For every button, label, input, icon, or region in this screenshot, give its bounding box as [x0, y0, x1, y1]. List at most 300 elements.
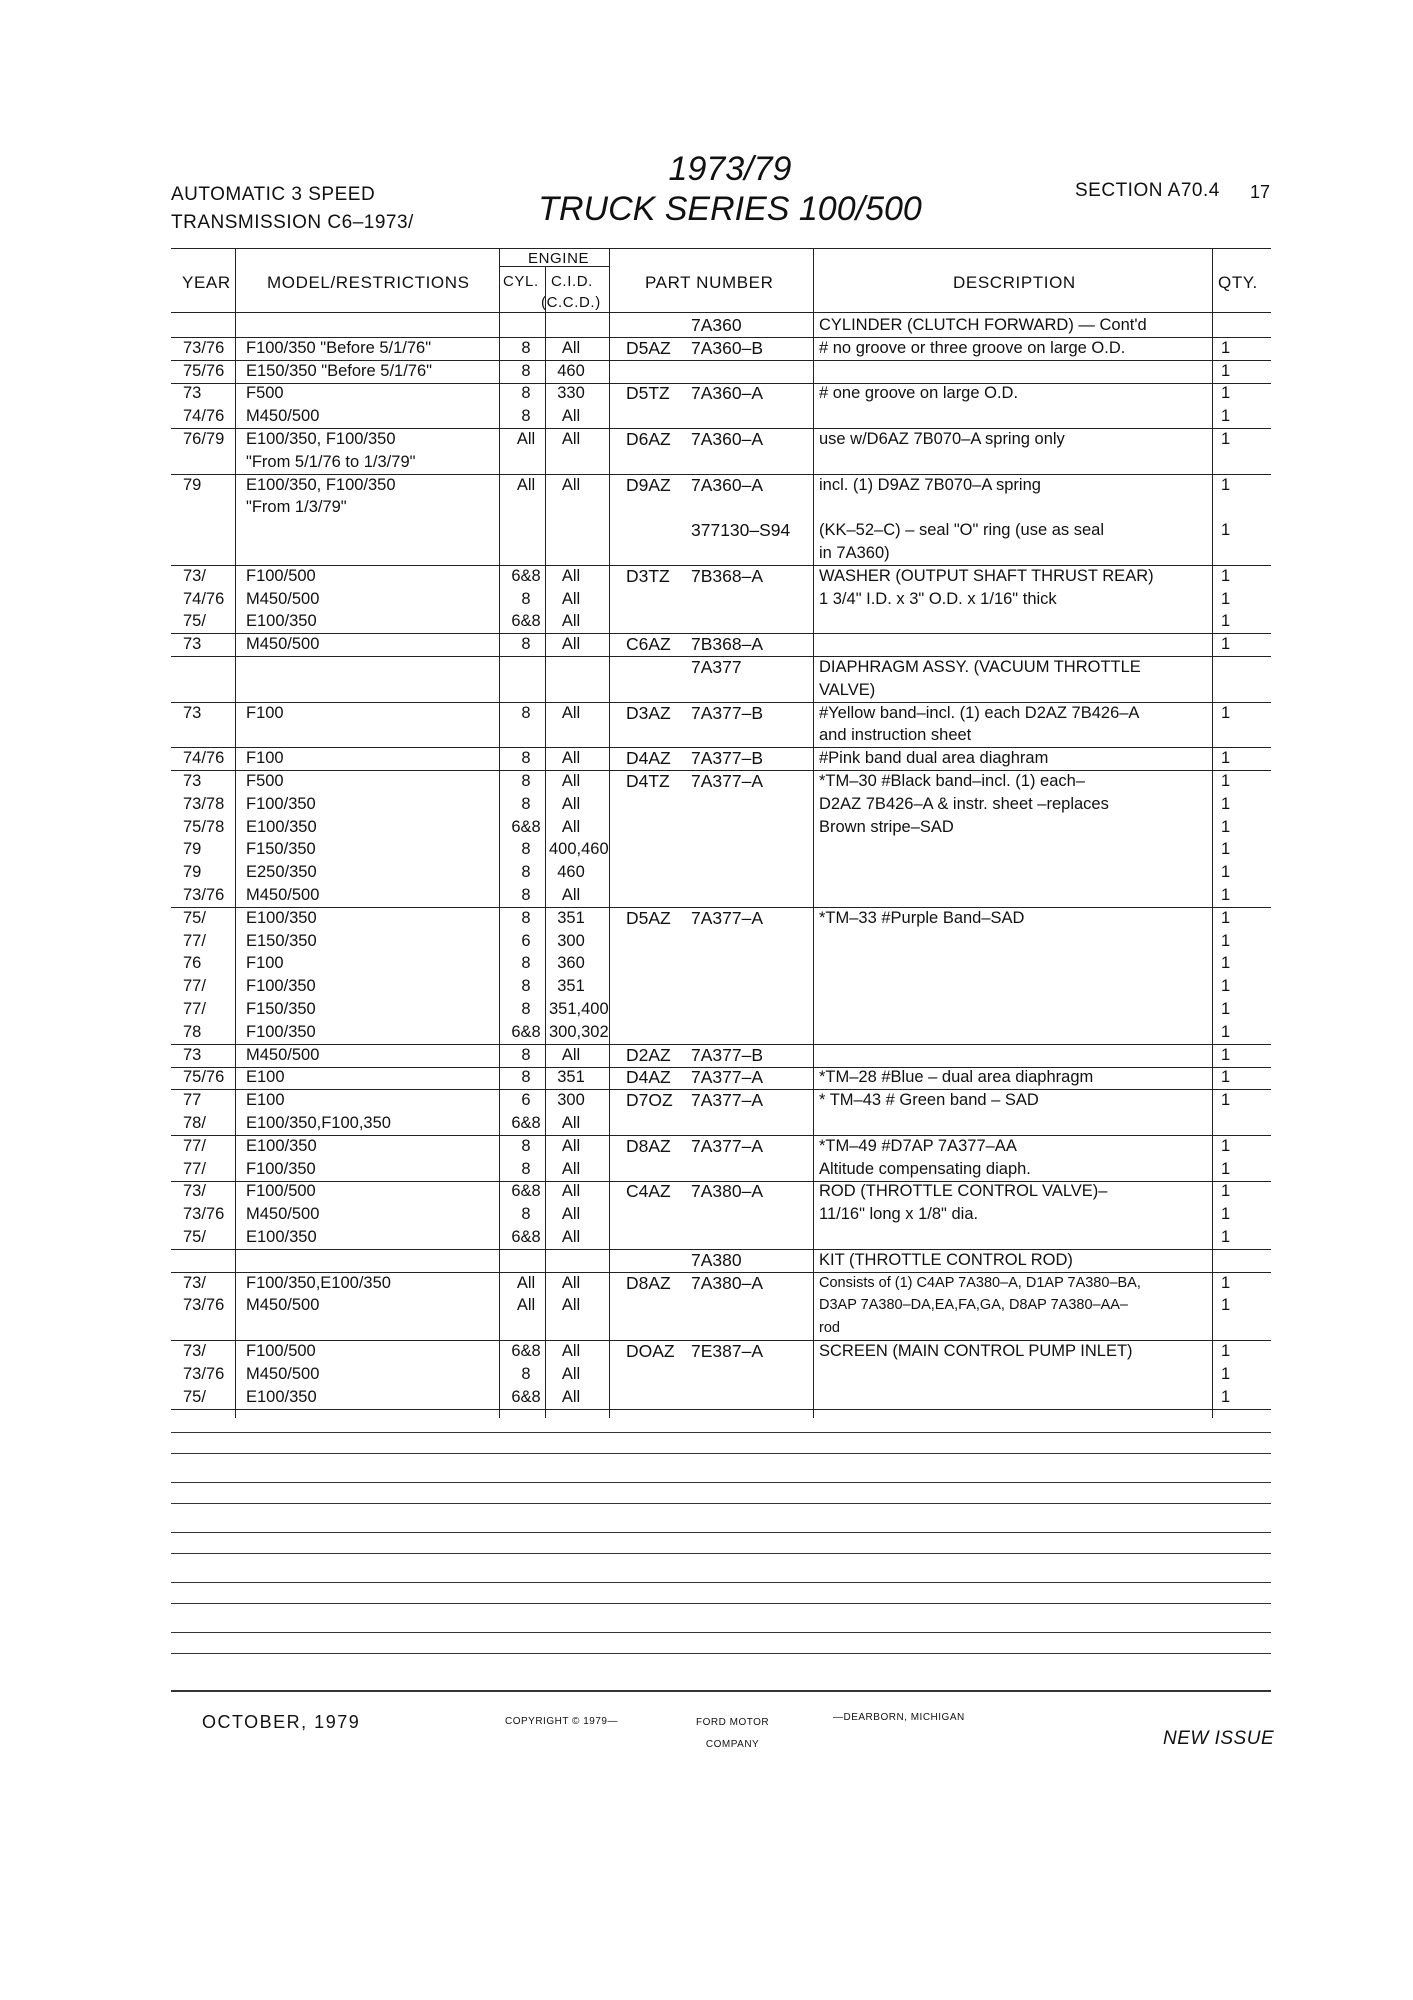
cell-qty: 1 [1221, 908, 1231, 927]
cell-year: 77/ [183, 1136, 206, 1155]
footer-date: OCTOBER, 1979 [202, 1712, 361, 1732]
cell-qty: 1 [1221, 931, 1231, 950]
blank-line [171, 1632, 1271, 1633]
cell-qty: 1 [1221, 1045, 1231, 1064]
cell-cid: All [561, 1205, 581, 1224]
table-row [171, 702, 1271, 725]
cell-year: 73 [183, 1045, 202, 1064]
cell-year: 73/76 [183, 886, 225, 904]
table-row [171, 405, 1271, 429]
cell-part-base: 7A377–A [691, 771, 764, 791]
cell-cid: 330 [557, 384, 585, 403]
cell-model: E100/350 [246, 612, 317, 631]
cell-cid: 351 [557, 908, 585, 927]
cell-model: M450/500 [246, 1045, 320, 1064]
footer-rule [171, 1690, 1271, 1692]
col-cyl: CYL. [503, 273, 539, 290]
cell-year: 73 [183, 635, 202, 654]
cell-year: 74/76 [183, 749, 225, 768]
cell-part-base: 377130–S94 [691, 520, 791, 541]
cell-qty: 1 [1221, 1228, 1231, 1246]
blank-line [171, 1532, 1271, 1533]
cell-part-base: 7A377–B [691, 702, 764, 723]
cell-model: E100/350, F100/350 [246, 430, 396, 448]
cell-description: rod [819, 1320, 840, 1337]
cell-model: F100/500 [246, 1342, 316, 1360]
table-row [171, 1203, 1271, 1226]
cell-cid: 360 [557, 954, 585, 973]
table-row [171, 952, 1271, 975]
cell-year: 77/ [183, 931, 206, 950]
cell-model: F150/350 [246, 840, 316, 859]
cell-cid: All [561, 407, 581, 426]
cell-qty: 1 [1221, 1000, 1231, 1018]
cell-year: 77/ [183, 1159, 206, 1178]
table-row [171, 1226, 1271, 1250]
cell-cyl: 8 [521, 977, 531, 996]
col-model: MODEL/RESTRICTIONS [267, 273, 470, 292]
table-row [171, 724, 1271, 748]
cell-year: 79 [183, 840, 202, 859]
cell-cyl: 8 [521, 749, 531, 768]
table-row [171, 838, 1271, 861]
cell-cid: All [561, 1342, 581, 1360]
cell-model: F100/350 [246, 1022, 316, 1041]
cell-part-base: 7A380 [691, 1249, 742, 1270]
cell-model: E100/350 [246, 908, 317, 927]
cell-year: 73/ [183, 1342, 206, 1360]
cell-description: SCREEN (MAIN CONTROL PUMP INLET) [819, 1342, 1133, 1360]
cell-description: VALVE) [819, 680, 876, 699]
cell-qty: 1 [1221, 407, 1231, 426]
cell-model: F500 [246, 384, 284, 403]
cell-part-base: 7E387–A [691, 1341, 764, 1361]
cell-year: 79 [183, 475, 202, 494]
cell-cyl: 8 [521, 1364, 531, 1383]
cell-qty: 1 [1221, 566, 1231, 585]
cell-cyl: 8 [521, 1159, 531, 1178]
header-left-line1: AUTOMATIC 3 SPEED [171, 184, 376, 205]
cell-qty: 1 [1221, 1296, 1231, 1315]
cell-cid: All [561, 1296, 581, 1315]
cell-cyl: 6&8 [511, 1228, 541, 1246]
table-row [171, 793, 1271, 816]
cell-part-base: 7A377–A [691, 1090, 764, 1111]
header-left [171, 181, 414, 237]
table-row [171, 1135, 1271, 1158]
table-row [171, 1044, 1271, 1068]
cell-model: E100/350 [246, 1136, 317, 1155]
cell-description: KIT (THROTTLE CONTROL ROD) [819, 1250, 1073, 1269]
col-part-number: PART NUMBER [645, 273, 774, 292]
table-row [171, 1158, 1271, 1182]
table-row [171, 542, 1271, 566]
cell-part-prefix: D4AZ [626, 748, 671, 769]
cell-model: M450/500 [246, 886, 320, 904]
cell-year: 77/ [183, 1000, 206, 1018]
cell-cid: All [561, 475, 581, 494]
cell-model: F100 [246, 703, 284, 722]
col-cid: C.I.D. [551, 273, 593, 290]
cell-model: E100/350 [246, 1228, 317, 1246]
cell-model: E150/350 [246, 931, 317, 950]
page-number: 17 [1250, 182, 1271, 202]
table-row [171, 907, 1271, 930]
cell-description: *TM–28 #Blue – dual area diaphragm [819, 1068, 1094, 1087]
blank-line [171, 1603, 1271, 1604]
cell-cid: All [561, 1136, 581, 1155]
cell-part-base: 7A377–B [691, 1044, 764, 1065]
cell-description: Altitude compensating diaph. [819, 1159, 1031, 1178]
cell-part-base: 7A360–B [691, 337, 764, 358]
cell-qty: 1 [1221, 1022, 1231, 1041]
cell-cyl: 8 [521, 772, 531, 790]
blank-line [171, 1503, 1271, 1504]
cell-year: 74/76 [183, 589, 225, 608]
table-row [171, 360, 1271, 384]
cell-cid: All [561, 1228, 581, 1246]
cell-model: "From 1/3/79" [246, 498, 347, 517]
cell-part-base: 7A377–A [691, 1135, 764, 1156]
cell-description: Consists of (1) C4AP 7A380–A, D1AP 7A380–BA, [819, 1274, 1141, 1291]
cell-cyl: 8 [521, 407, 531, 426]
cell-cyl: 6&8 [511, 1022, 541, 1041]
header-section: SECTION A70.4 [1075, 180, 1220, 201]
table-row [171, 1272, 1271, 1295]
cell-year: 77/ [183, 977, 206, 996]
blank-line [171, 1453, 1271, 1454]
cell-qty: 1 [1221, 384, 1231, 403]
col-engine: ENGINE [528, 250, 590, 267]
footer-copyright: COPYRIGHT © 1979— [505, 1716, 618, 1727]
cell-cyl: All [516, 430, 536, 448]
cell-part-base: 7A377–A [691, 907, 764, 928]
cell-year: 73 [183, 384, 202, 403]
cell-part-prefix: D8AZ [626, 1272, 671, 1293]
cell-cid: All [561, 612, 581, 631]
footer-company-line1: FORD MOTOR [696, 1717, 770, 1728]
header-left-line2: TRANSMISSION C6–1973/ [171, 212, 414, 233]
cell-year: 73/ [183, 1182, 206, 1201]
cell-cid: All [561, 1182, 581, 1201]
table-row [171, 770, 1271, 793]
cell-cid: All [561, 817, 581, 836]
cell-cyl: 6&8 [511, 1114, 541, 1132]
cell-qty: 1 [1221, 1182, 1231, 1201]
cell-qty: 1 [1221, 954, 1231, 973]
cell-description: D3AP 7A380–DA,EA,FA,GA, D8AP 7A380–AA– [819, 1297, 1128, 1314]
cell-description: *TM–49 #D7AP 7A377–AA [819, 1136, 1017, 1155]
cell-model: E100/350 [246, 817, 317, 836]
cell-qty: 1 [1221, 338, 1231, 357]
cell-cid: 400,460 [549, 840, 609, 859]
cell-qty: 1 [1221, 635, 1231, 654]
cell-cid: All [561, 1114, 581, 1132]
cell-description: D2AZ 7B426–A & instr. sheet –replaces [819, 794, 1109, 813]
cell-year: 73/ [183, 1273, 206, 1292]
cell-cyl: 6 [521, 1091, 531, 1110]
cell-model: F100/350 "Before 5/1/76" [246, 338, 432, 357]
cell-year: 73/76 [183, 1205, 225, 1224]
cell-model: E150/350 "Before 5/1/76" [246, 361, 433, 380]
table-row [171, 1249, 1271, 1273]
cell-part-base: 7A360–A [691, 429, 764, 449]
cell-cid: All [561, 1045, 581, 1064]
cell-qty: 1 [1221, 521, 1231, 540]
cell-model: M450/500 [246, 589, 320, 608]
cell-qty: 1 [1221, 1068, 1231, 1087]
cell-qty: 1 [1221, 840, 1231, 859]
cell-year: 73/76 [183, 1296, 225, 1315]
table-row [171, 656, 1271, 679]
cell-cid: 351 [557, 1068, 585, 1087]
cell-cyl: 8 [521, 908, 531, 927]
table-row [171, 474, 1271, 497]
table-row [171, 861, 1271, 884]
cell-year: 75/ [183, 612, 206, 631]
table-row [171, 565, 1271, 588]
cell-cid: All [561, 430, 581, 448]
table-row [171, 930, 1271, 953]
cell-cyl: 6 [521, 931, 531, 950]
cell-cyl: 8 [521, 954, 531, 973]
cell-part-prefix: DOAZ [626, 1341, 675, 1361]
header-title: TRUCK SERIES 100/500 [538, 190, 922, 228]
cell-cid: All [561, 886, 581, 904]
table-row [171, 1021, 1271, 1045]
cell-description: *TM–30 #Black band–incl. (1) each– [819, 772, 1085, 790]
cell-description: 11/16" long x 1/8" dia. [819, 1205, 979, 1224]
cell-description: # no groove or three groove on large O.D. [819, 338, 1126, 357]
cell-year: 75/76 [183, 361, 225, 380]
cell-cid: All [561, 635, 581, 654]
cell-cyl: 8 [521, 1000, 531, 1018]
cell-description: ROD (THROTTLE CONTROL VALVE)– [819, 1182, 1108, 1201]
cell-cid: 351 [557, 977, 585, 996]
cell-cyl: 8 [521, 886, 531, 904]
cell-year: 73 [183, 772, 202, 790]
cell-description: incl. (1) D9AZ 7B070–A spring [819, 475, 1041, 494]
cell-model: F100/350 [246, 794, 316, 813]
cell-cyl: 8 [521, 703, 531, 722]
cell-cyl: 6&8 [511, 612, 541, 631]
cell-part-prefix: C6AZ [626, 634, 671, 655]
table-row [171, 1363, 1271, 1386]
cell-part-base: 7A360 [691, 315, 742, 335]
cell-description: Brown stripe–SAD [819, 817, 954, 836]
cell-year: 78/ [183, 1114, 206, 1132]
table-row [171, 816, 1271, 839]
table-row [171, 519, 1271, 542]
cell-cyl: 8 [521, 361, 531, 380]
col-ccd: (C.C.D.) [541, 294, 601, 311]
cell-part-prefix: D8AZ [626, 1135, 671, 1156]
cell-description: CYLINDER (CLUTCH FORWARD) — Cont'd [819, 316, 1147, 334]
footer-company-line2: COMPANY [705, 1739, 760, 1750]
cell-part-base: 7A377–A [691, 1067, 764, 1088]
cell-part-base: 7A380–A [691, 1181, 764, 1202]
cell-part-prefix: D3AZ [626, 702, 671, 723]
cell-cid: All [561, 703, 581, 722]
cell-model: M450/500 [246, 1205, 320, 1224]
cell-qty: 1 [1221, 1205, 1231, 1224]
cell-qty: 1 [1221, 817, 1231, 836]
cell-qty: 1 [1221, 749, 1231, 768]
table-row [171, 1180, 1271, 1203]
cell-description: (KK–52–C) – seal "O" ring (use as seal [819, 521, 1105, 540]
cell-description: #Pink band dual area diaghram [819, 749, 1049, 768]
cell-part-prefix: D4TZ [626, 771, 670, 791]
cell-model: M450/500 [246, 407, 320, 426]
cell-part-base: 7A360–A [691, 474, 764, 495]
table-row [171, 1386, 1271, 1410]
cell-cyl: 6&8 [511, 1182, 541, 1201]
cell-cid: All [561, 589, 581, 608]
cell-model: F100/350 [246, 1159, 316, 1178]
cell-year: 76/79 [183, 430, 225, 448]
cell-cyl: 6&8 [511, 1342, 541, 1360]
cell-part-base: 7A380–A [691, 1272, 764, 1293]
table-row [171, 1340, 1271, 1363]
cell-model: F500 [246, 772, 284, 790]
table-row [171, 382, 1271, 405]
cell-qty: 1 [1221, 977, 1231, 996]
cell-part-prefix: D6AZ [626, 429, 671, 449]
cell-cyl: 8 [521, 589, 531, 608]
cell-cid: All [561, 1159, 581, 1178]
cell-cid: All [561, 794, 581, 813]
cell-cyl: 6&8 [511, 566, 541, 585]
cell-year: 73/76 [183, 338, 225, 357]
cell-cyl: 8 [521, 794, 531, 813]
cell-qty: 1 [1221, 1342, 1231, 1360]
cell-part-prefix: D9AZ [626, 474, 671, 495]
cell-cyl: All [516, 475, 536, 494]
cell-qty: 1 [1221, 1273, 1231, 1292]
cell-part-prefix: D2AZ [626, 1044, 671, 1065]
cell-model: M450/500 [246, 1296, 320, 1315]
cell-description: * TM–43 # Green band – SAD [819, 1091, 1039, 1110]
cell-cid: 300,302 [549, 1022, 609, 1041]
col-description: DESCRIPTION [953, 273, 1076, 292]
table-row [171, 1089, 1271, 1112]
cell-description: WASHER (OUTPUT SHAFT THRUST REAR) [819, 566, 1154, 585]
cell-qty: 1 [1221, 612, 1231, 631]
cell-qty: 1 [1221, 886, 1231, 904]
cell-part-prefix: D4AZ [626, 1067, 671, 1088]
cell-description: and instruction sheet [819, 726, 972, 745]
cell-cid: 351,400 [549, 1000, 609, 1018]
cell-year: 75/ [183, 908, 206, 927]
cell-model: F100/500 [246, 566, 316, 585]
cell-cyl: 8 [521, 840, 531, 859]
table-row [171, 1317, 1271, 1341]
header-bottom-rule [171, 312, 1271, 313]
cell-model: F100/350 [246, 977, 316, 996]
cell-qty: 1 [1221, 863, 1231, 882]
cell-qty: 1 [1221, 794, 1231, 813]
table-row [171, 679, 1271, 703]
col-year: YEAR [182, 273, 231, 292]
cell-cid: All [561, 1387, 581, 1406]
cell-qty: 1 [1221, 1387, 1231, 1406]
cell-part-prefix: D7OZ [626, 1090, 673, 1111]
table-row [171, 1112, 1271, 1136]
cell-cyl: 8 [521, 1068, 531, 1087]
cell-cyl: 8 [521, 863, 531, 882]
cell-cyl: All [516, 1273, 536, 1292]
cell-description: # one groove on large O.D. [819, 384, 1019, 403]
table-row [171, 496, 1271, 519]
cell-part-base: 7B368–A [691, 565, 764, 586]
cell-description: #Yellow band–incl. (1) each D2AZ 7B426–A [819, 703, 1140, 722]
cell-year: 77 [183, 1091, 202, 1110]
cell-description: use w/D6AZ 7B070–A spring only [819, 430, 1065, 448]
table-row [171, 1294, 1271, 1317]
cell-model: "From 5/1/76 to 1/3/79" [246, 452, 416, 471]
cell-cid: All [561, 749, 581, 768]
cell-qty: 1 [1221, 1091, 1231, 1110]
cell-part-base: 7A360–A [691, 383, 764, 404]
cell-cyl: 8 [521, 1045, 531, 1064]
cell-model: E100 [246, 1068, 285, 1087]
cell-part-prefix: D5TZ [626, 383, 670, 404]
table-row [171, 314, 1271, 338]
cell-qty: 1 [1221, 361, 1231, 380]
table-row [171, 337, 1271, 361]
table-row [171, 1066, 1271, 1090]
cell-cyl: All [516, 1296, 536, 1315]
cell-year: 78 [183, 1022, 202, 1041]
cell-cyl: 8 [521, 1205, 531, 1224]
cell-model: M450/500 [246, 635, 320, 654]
cell-cid: 300 [557, 931, 585, 950]
cell-model: M450/500 [246, 1364, 320, 1383]
cell-cyl: 8 [521, 635, 531, 654]
cell-qty: 1 [1221, 1364, 1231, 1383]
cell-cid: 460 [557, 863, 585, 882]
table-row [171, 884, 1271, 908]
cell-qty: 1 [1221, 430, 1231, 448]
cell-model: F100/500 [246, 1182, 316, 1201]
table-row [171, 975, 1271, 998]
cell-model: E100 [246, 1091, 285, 1110]
cell-cyl: 6&8 [511, 1387, 541, 1406]
cell-part-base: 7A377 [691, 657, 742, 677]
cell-cyl: 8 [521, 338, 531, 357]
cell-cyl: 8 [521, 1136, 531, 1155]
cell-cid: 300 [557, 1091, 585, 1110]
cell-model: E250/350 [246, 863, 317, 882]
cell-part-prefix: D5AZ [626, 907, 671, 928]
cell-cid: All [561, 1364, 581, 1383]
blank-line [171, 1482, 1271, 1483]
table-row [171, 428, 1271, 451]
cell-qty: 1 [1221, 772, 1231, 790]
cell-cid: All [561, 338, 581, 357]
footer-company [696, 1712, 769, 1756]
cell-year: 79 [183, 863, 202, 882]
cell-cyl: 6&8 [511, 817, 541, 836]
table-row [171, 747, 1271, 771]
cell-model: F100 [246, 749, 284, 768]
cell-model: F100/350,E100/350 [246, 1273, 391, 1292]
cell-model: E100/350, F100/350 [246, 475, 396, 494]
cell-year: 75/76 [183, 1068, 225, 1087]
footer-location: —DEARBORN, MICHIGAN [833, 1712, 965, 1723]
cell-cid: All [561, 1273, 581, 1292]
cell-model: F100 [246, 954, 284, 973]
